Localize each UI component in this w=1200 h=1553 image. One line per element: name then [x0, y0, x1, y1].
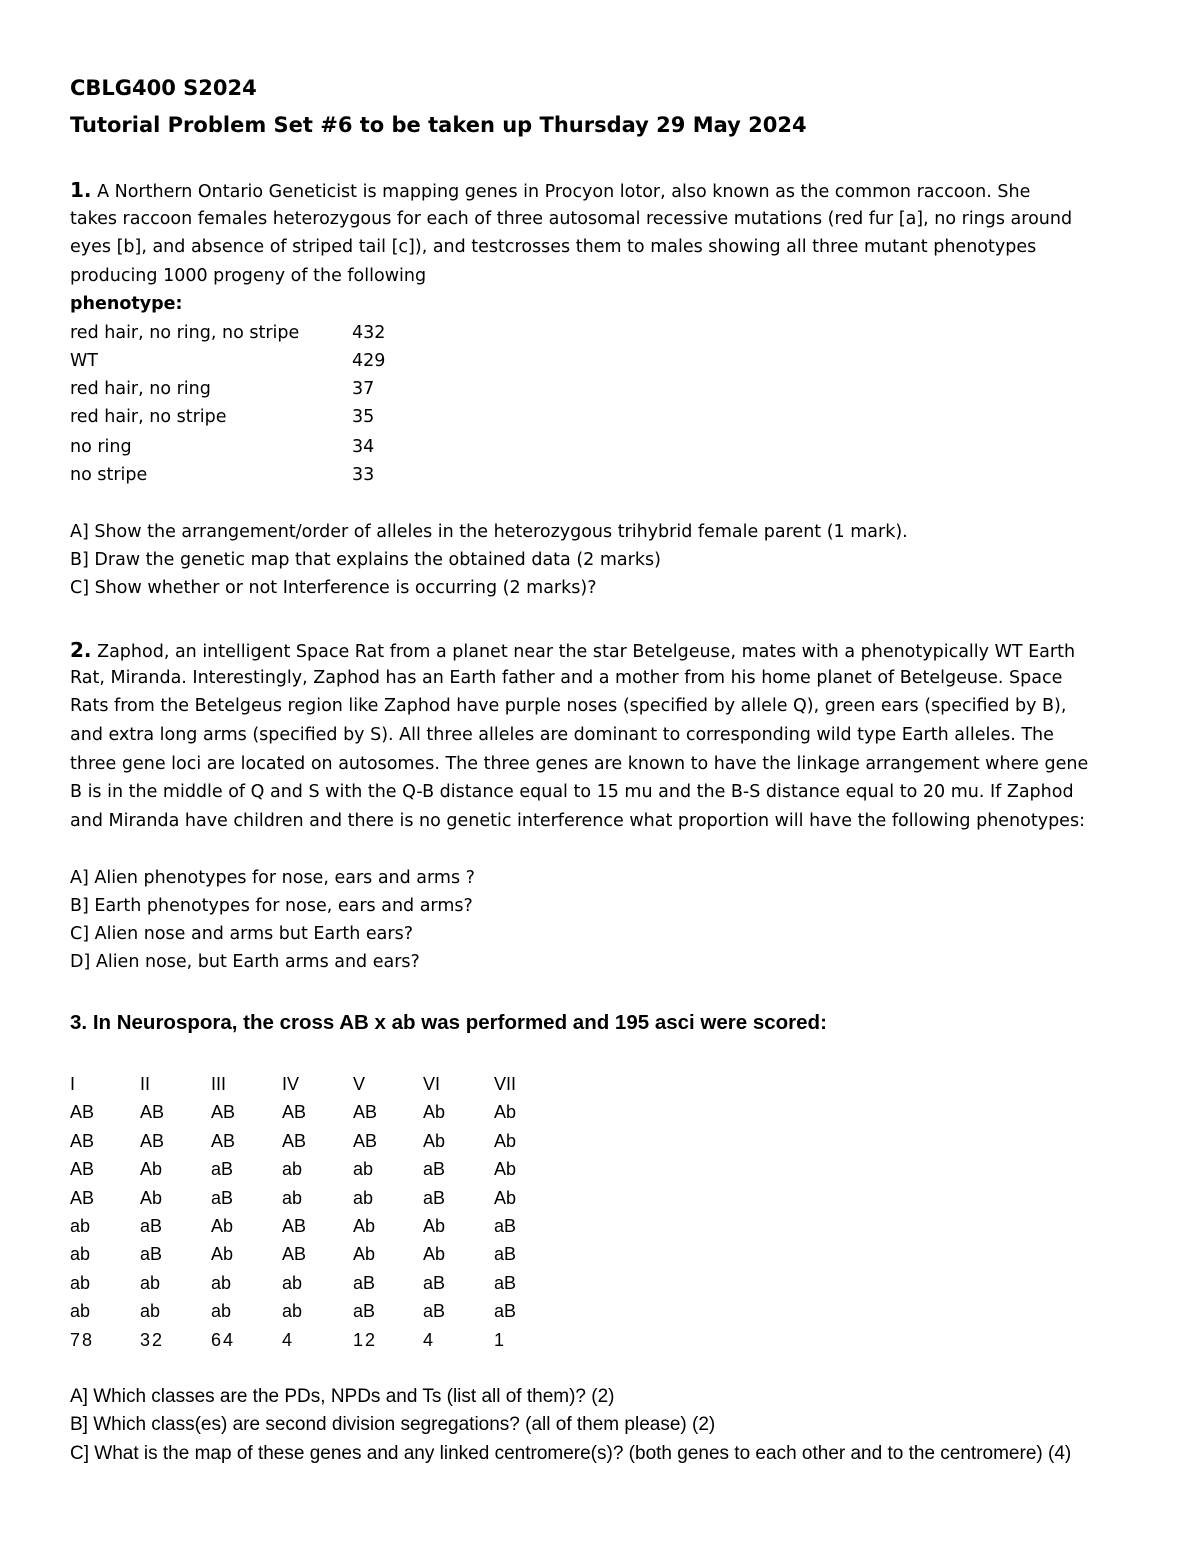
q1-question-b: B] Draw the genetic map that explains the obtained data (2 marks)	[70, 550, 661, 570]
q3-question-b: B] Which class(es) are second division segregations? (all of them please) (2)	[70, 1414, 716, 1435]
q2-text-1: Zaphod, an intelligent Space Rat from a planet near the star Betelgeuse, mates with a phenotypically WT Earth	[97, 642, 1076, 662]
q2-line-4: and extra long arms (specified by S). All three alleles are dominant to corresponding wild type Earth alleles. The	[70, 725, 1054, 745]
spore-genotype: AB	[282, 1244, 307, 1264]
spore-genotype: AB	[211, 1131, 236, 1151]
q2-line-1	[70, 638, 1075, 664]
ascus-class-count: 12	[353, 1330, 378, 1350]
spore-genotype: AB	[353, 1131, 378, 1151]
spore-genotype: Ab	[423, 1244, 446, 1264]
spore-genotype: Ab	[494, 1188, 517, 1208]
spore-genotype: aB	[140, 1244, 163, 1264]
q1-line-1	[70, 178, 1030, 204]
q1-row-count: 35	[352, 407, 375, 427]
q1-row	[70, 435, 375, 459]
q1-row-count: 34	[352, 437, 375, 457]
q1-row	[70, 321, 386, 345]
spore-genotype: ab	[282, 1159, 303, 1179]
spore-genotype: Ab	[353, 1216, 376, 1236]
spore-genotype: aB	[494, 1273, 517, 1293]
course-code: CBLG400 S2024	[70, 76, 257, 100]
q1-row-count: 429	[352, 351, 386, 371]
spore-genotype: ab	[282, 1273, 303, 1293]
q1-row-count: 37	[352, 379, 375, 399]
spore-genotype: aB	[353, 1273, 376, 1293]
spore-genotype: Ab	[494, 1131, 517, 1151]
q2-line-3: Rats from the Betelgeus region like Zaphod have purple noses (specified by allele Q), green ears (specified by B),	[70, 696, 1067, 716]
spore-genotype: AB	[282, 1102, 307, 1122]
spore-genotype: ab	[353, 1188, 374, 1208]
q2-line-7: and Miranda have children and there is no genetic interference what proportion will have the following phenotypes:	[70, 811, 1085, 831]
spore-genotype: Ab	[211, 1244, 234, 1264]
ascus-class-label: II	[140, 1074, 151, 1094]
q1-row-count: 33	[352, 465, 375, 485]
q1-row	[70, 405, 375, 429]
spore-genotype: ab	[211, 1273, 232, 1293]
ascus-class-label: VI	[423, 1074, 441, 1094]
ascus-class-count: 64	[211, 1330, 236, 1350]
q1-row	[70, 349, 386, 373]
ascus-class-count: 4	[423, 1330, 436, 1350]
spore-genotype: AB	[70, 1188, 95, 1208]
spore-genotype: Ab	[494, 1159, 517, 1179]
q1-line-4: producing 1000 progeny of the following	[70, 266, 427, 286]
spore-genotype: ab	[282, 1301, 303, 1321]
spore-genotype: AB	[140, 1131, 165, 1151]
q1-row-phenotype: red hair, no ring, no stripe	[70, 323, 300, 343]
ascus-table	[70, 1072, 630, 1362]
ascus-class-count: 78	[70, 1330, 95, 1350]
q1-number: 1.	[70, 178, 92, 202]
spore-genotype: aB	[494, 1301, 517, 1321]
ascus-class-label: III	[211, 1074, 227, 1094]
q3-question-c: C] What is the map of these genes and any linked centromere(s)? (both genes to each other and to the centromere) (4)	[70, 1443, 1072, 1464]
ascus-class-label: V	[353, 1074, 366, 1094]
q2-question-b: B] Earth phenotypes for nose, ears and arms?	[70, 896, 473, 916]
spore-genotype: Ab	[140, 1188, 163, 1208]
spore-genotype: ab	[140, 1273, 161, 1293]
spore-genotype: aB	[423, 1159, 446, 1179]
spore-genotype: aB	[423, 1273, 446, 1293]
spore-genotype: AB	[140, 1102, 165, 1122]
spore-genotype: Ab	[211, 1216, 234, 1236]
q1-text-1: A Northern Ontario Geneticist is mapping genes in Procyon lotor, also known as the common raccoon. She	[97, 182, 1031, 202]
q2-line-2: Rat, Miranda. Interestingly, Zaphod has an Earth father and a mother from his home planet of Betelgeuse. Space	[70, 668, 1063, 688]
spore-genotype: AB	[353, 1102, 378, 1122]
page-title: Tutorial Problem Set #6 to be taken up Thursday 29 May 2024	[70, 113, 807, 137]
spore-genotype: aB	[423, 1301, 446, 1321]
spore-genotype: AB	[211, 1102, 236, 1122]
spore-genotype: Ab	[140, 1159, 163, 1179]
q1-table-header: phenotype:	[70, 294, 183, 314]
q2-number: 2.	[70, 638, 92, 662]
q1-row	[70, 377, 375, 401]
spore-genotype: ab	[70, 1244, 91, 1264]
spore-genotype: aB	[140, 1216, 163, 1236]
spore-genotype: Ab	[423, 1102, 446, 1122]
q3-number: 3.	[70, 1011, 88, 1034]
spore-genotype: Ab	[423, 1216, 446, 1236]
q2-question-c: C] Alien nose and arms but Earth ears?	[70, 924, 414, 944]
q1-question-c: C] Show whether or not Interference is occurring (2 marks)?	[70, 578, 597, 598]
q1-row-phenotype: WT	[70, 351, 98, 371]
spore-genotype: ab	[211, 1301, 232, 1321]
q1-question-a: A] Show the arrangement/order of alleles in the heterozygous trihybrid female parent (1 mark).	[70, 522, 908, 542]
ascus-class-count: 1	[494, 1330, 507, 1350]
spore-genotype: aB	[423, 1188, 446, 1208]
spore-genotype: ab	[353, 1159, 374, 1179]
spore-genotype: aB	[353, 1301, 376, 1321]
spore-genotype: Ab	[353, 1244, 376, 1264]
spore-genotype: AB	[70, 1159, 95, 1179]
q1-line-2: takes raccoon females heterozygous for each of three autosomal recessive mutations (red fur [a], no rings around	[70, 209, 1073, 229]
spore-genotype: AB	[282, 1131, 307, 1151]
spore-genotype: AB	[282, 1216, 307, 1236]
spore-genotype: Ab	[423, 1131, 446, 1151]
q3-question-a: A] Which classes are the PDs, NPDs and Ts (list all of them)? (2)	[70, 1386, 615, 1407]
q1-row-phenotype: no stripe	[70, 465, 148, 485]
q2-line-6: B is in the middle of Q and S with the Q-B distance equal to 15 mu and the B-S distance equal to 20 mu. If Zaphod	[70, 782, 1074, 802]
spore-genotype: ab	[70, 1301, 91, 1321]
ascus-class-label: IV	[282, 1074, 300, 1094]
q1-row	[70, 463, 375, 487]
q2-line-5: three gene loci are located on autosomes. The three genes are known to have the linkage arrangement where gene	[70, 754, 1089, 774]
ascus-class-count: 4	[282, 1330, 295, 1350]
q1-row-phenotype: red hair, no ring	[70, 379, 211, 399]
q2-question-d: D] Alien nose, but Earth arms and ears?	[70, 952, 420, 972]
spore-genotype: ab	[70, 1216, 91, 1236]
spore-genotype: aB	[494, 1216, 517, 1236]
spore-genotype: aB	[494, 1244, 517, 1264]
q1-row-phenotype: red hair, no stripe	[70, 407, 227, 427]
ascus-class-label: VII	[494, 1074, 517, 1094]
q3-heading	[70, 1011, 827, 1035]
q1-row-phenotype: no ring	[70, 437, 132, 457]
spore-genotype: aB	[211, 1159, 234, 1179]
spore-genotype: Ab	[494, 1102, 517, 1122]
spore-genotype: ab	[140, 1301, 161, 1321]
q1-row-count: 432	[352, 323, 386, 343]
spore-genotype: AB	[70, 1102, 95, 1122]
spore-genotype: AB	[70, 1131, 95, 1151]
ascus-class-count: 32	[140, 1330, 165, 1350]
spore-genotype: ab	[282, 1188, 303, 1208]
q1-line-3: eyes [b], and absence of striped tail [c]), and testcrosses them to males showing all three mutant phenotypes	[70, 237, 1037, 257]
q3-intro: In Neurospora, the cross AB x ab was performed and 195 asci were scored:	[92, 1011, 827, 1034]
spore-genotype: aB	[211, 1188, 234, 1208]
q2-question-a: A] Alien phenotypes for nose, ears and arms ?	[70, 868, 475, 888]
ascus-class-label: I	[70, 1074, 76, 1094]
spore-genotype: ab	[70, 1273, 91, 1293]
